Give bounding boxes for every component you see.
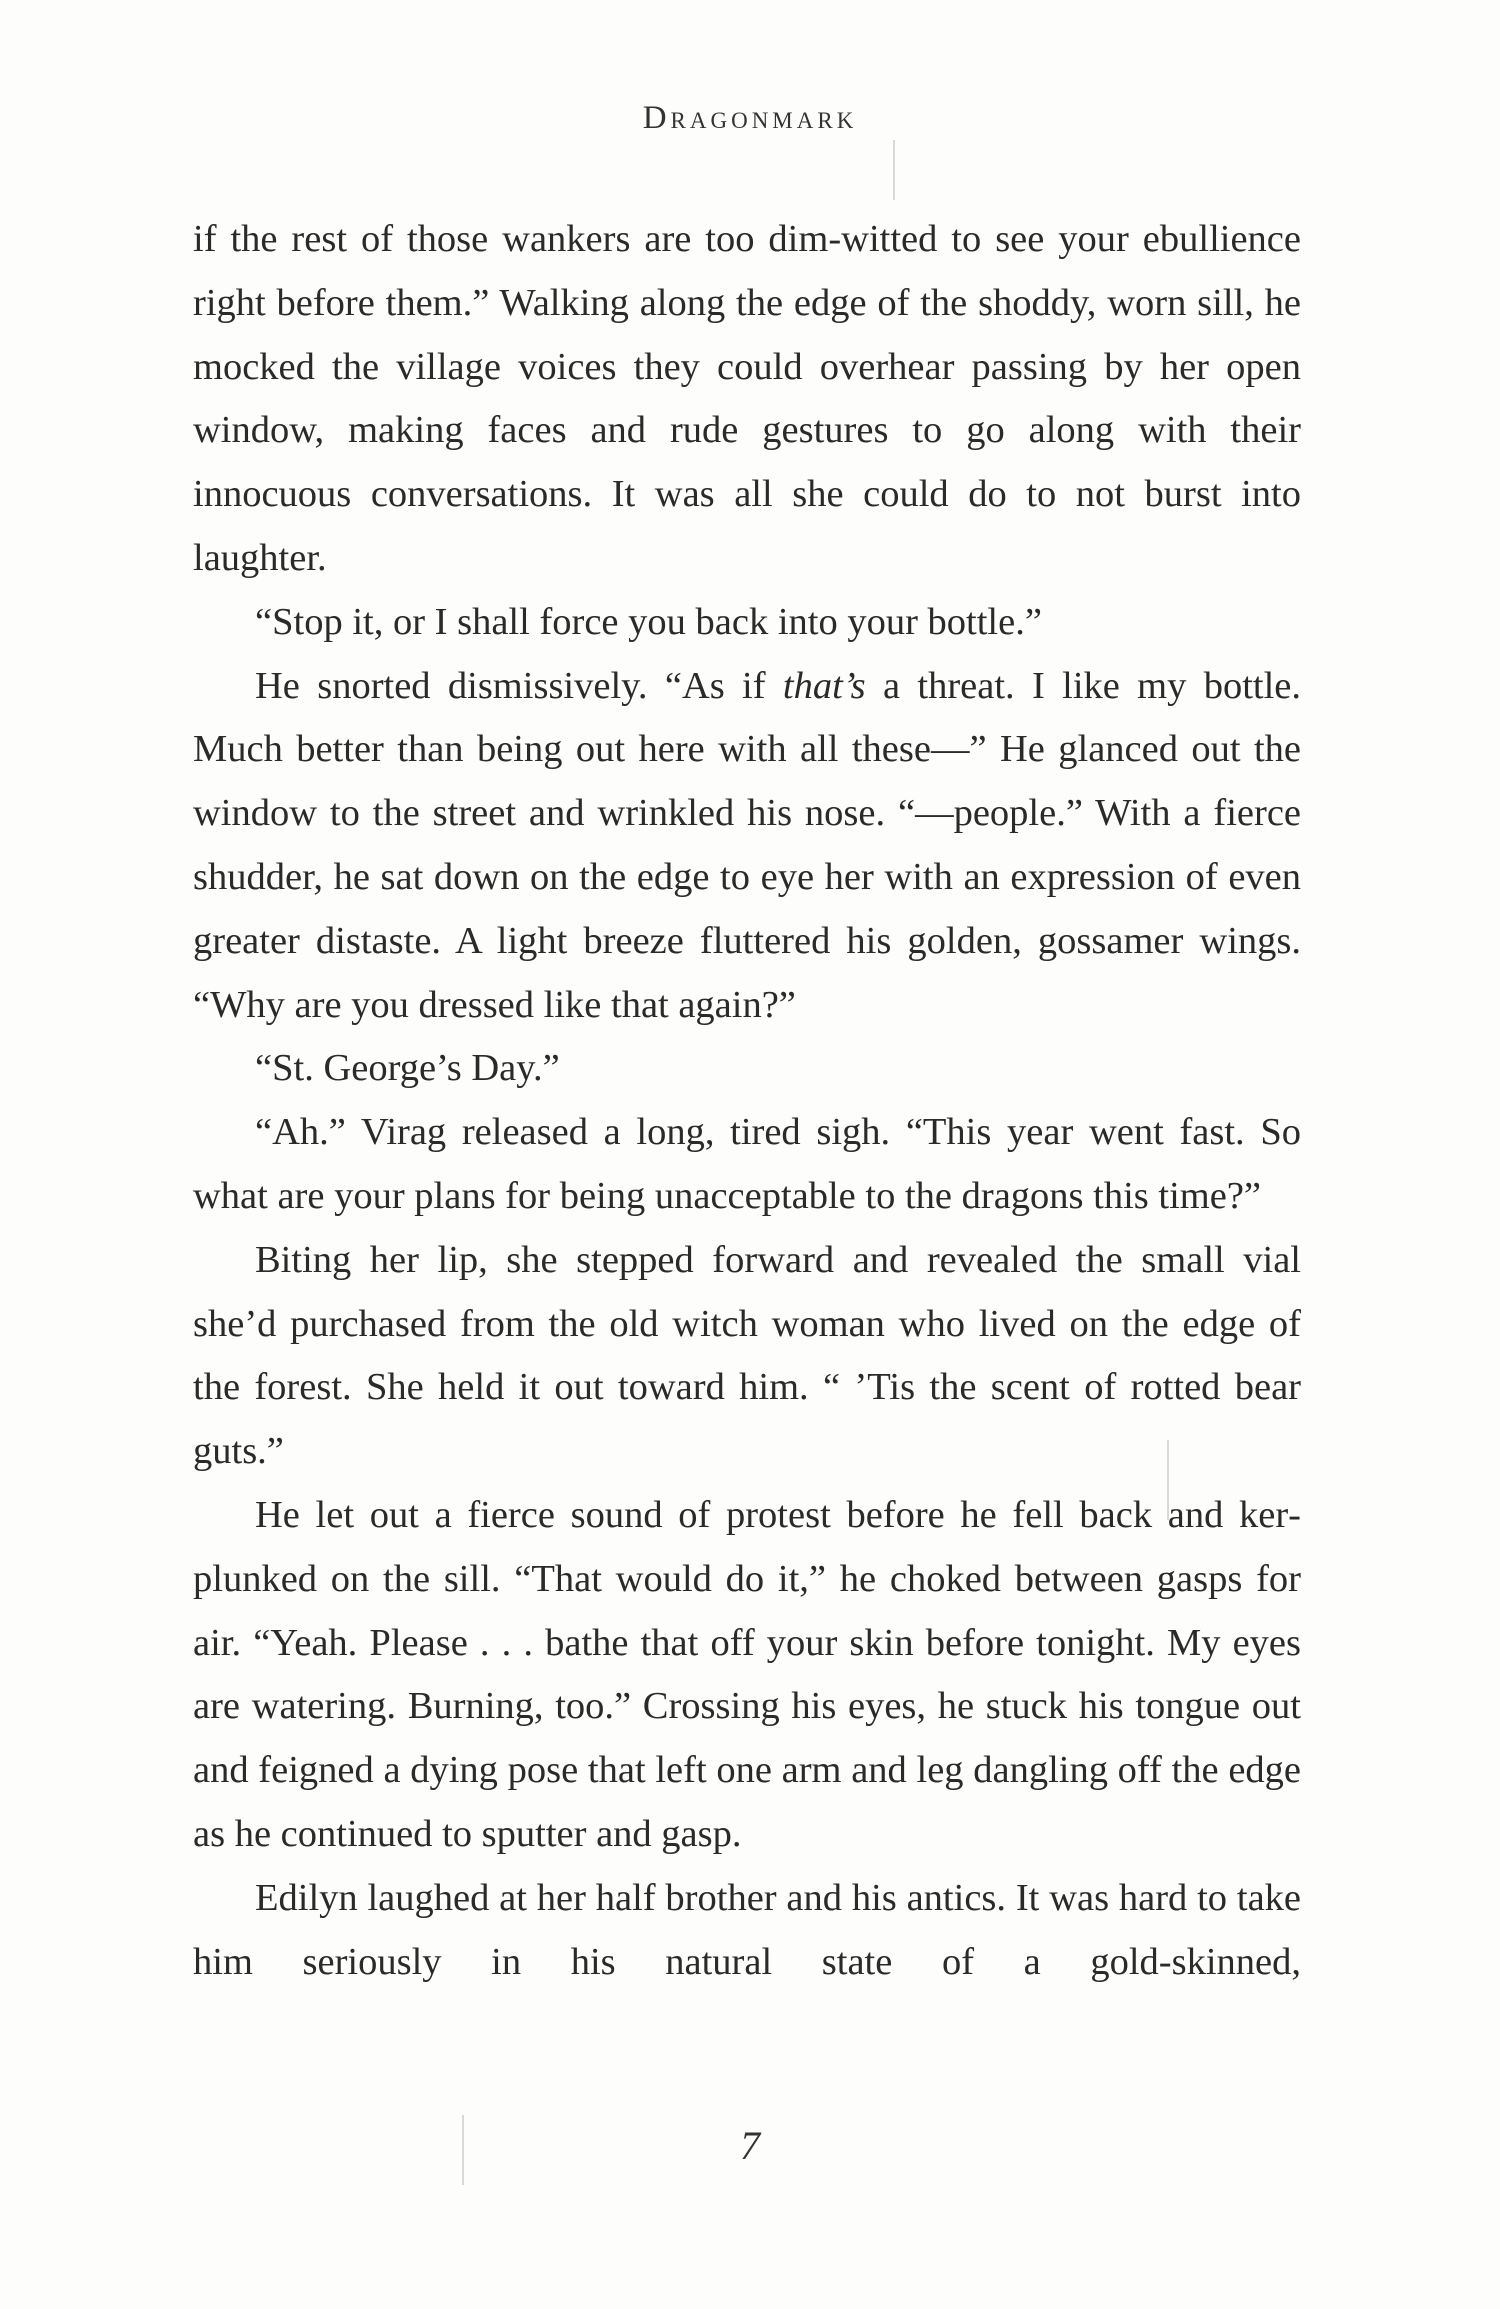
paragraph-dialogue: “Ah.” Virag released a long, tired sigh. “This year went fast. So what are your plans for being unacceptable to the dragons this time?” <box>193 1111 1301 1217</box>
paragraph-continuation: if the rest of those wankers are too dim-witted to see your ebullience right before them.” Walking along the edge of the shoddy, worn sill, he mocked the village voices they could overhear passing by her open window, making faces and rude gestures to go along with their innocuous conversations. It was all she could do to not burst into laughter. <box>193 218 1301 579</box>
paragraph-narration: He let out a fierce sound of protest before he fell back and kerplunked on the sill. “That would do it,” he choked between gasps for air. “Yeah. Please . . . bathe that off your skin before tonight. My eyes are watering. Burning, too.” Crossing his eyes, he stuck his tongue out and feigned a dying pose that left one arm and leg dangling off the edge as he continued to sputter and gasp. <box>193 1493 1301 1855</box>
paragraph-dialogue <box>193 655 1301 1038</box>
page-number: 7 <box>740 2123 760 2168</box>
paragraph-narration: Edilyn laughed at her half brother and his antics. It was hard to take him seriously in his natural state of a gold-skinned, <box>193 1876 1301 1983</box>
paragraph-text: a threat. I like my bottle. Much better than being out here with all these—” He glanced out the window to the street and wrinkled his nose. “—people.” With a fierce shudder, he sat down on the edge to eye her with an expression of even greater distaste. A light breeze fluttered his golden, gossamer wings. “Why are you dressed like that again?” <box>193 664 1302 1026</box>
paragraph-narration: Biting her lip, she stepped forward and revealed the small vial she’d purchased from the old witch woman who lived on the edge of the forest. She held it out toward him. “ ’Tis the scent of rotted bear guts.” <box>193 1238 1301 1473</box>
running-head-title: Dragonmark <box>642 100 858 136</box>
paragraph-dialogue: “St. George’s Day.” <box>255 1047 560 1090</box>
paragraph-text: He snorted dismissively. “As if <box>255 664 783 707</box>
paragraph-dialogue: “Stop it, or I shall force you back into your bottle.” <box>255 600 1042 643</box>
body-text <box>193 208 1301 1994</box>
scan-artifact-line <box>893 140 895 200</box>
emphasis-text: that’s <box>782 664 866 707</box>
